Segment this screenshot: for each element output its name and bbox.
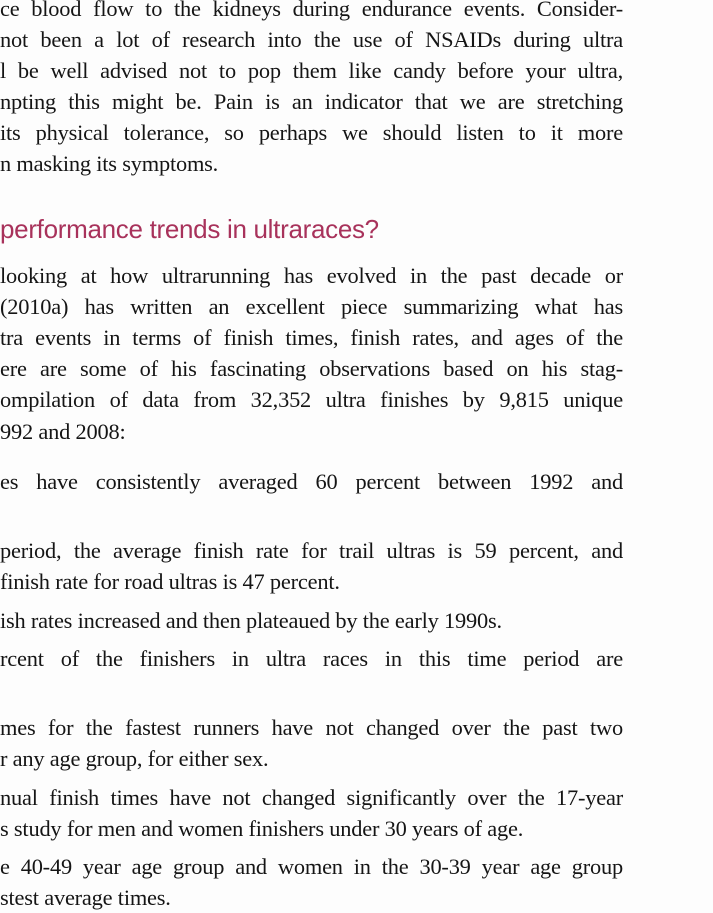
body-text-line: 992 and 2008: bbox=[0, 419, 126, 444]
body-text-line: not been a lot of research into the use of NSAIDs during ultra bbox=[0, 27, 623, 52]
list-item: nual finish times have not changed significantly over the 17-year bbox=[0, 785, 623, 810]
list-item: es have consistently averaged 60 percent between 1992 and bbox=[0, 469, 623, 494]
section-heading: performance trends in ultraraces? bbox=[0, 214, 379, 244]
list-item-continuation: s study for men and women finishers under 30 years of age. bbox=[0, 816, 524, 841]
body-text-line: npting this might be. Pain is an indicator that we are stretching bbox=[0, 89, 623, 114]
body-text-line: ere are some of his fascinating observations based on his stag- bbox=[0, 356, 623, 381]
list-item: rcent of the finishers in ultra races in this time period are bbox=[0, 646, 623, 671]
body-text-line: ompilation of data from 32,352 ultra finishes by 9,815 unique bbox=[0, 387, 623, 412]
list-item: ish rates increased and then plateaued by the early 1990s. bbox=[0, 608, 502, 633]
body-text-line: looking at how ultrarunning has evolved in the past decade or bbox=[0, 263, 623, 288]
body-text-line: n masking its symptoms. bbox=[0, 151, 219, 176]
list-item: mes for the fastest runners have not changed over the past two bbox=[0, 715, 623, 740]
body-text-line: ce blood flow to the kidneys during endurance events. Consider- bbox=[0, 0, 623, 21]
body-text-line: tra events in terms of finish times, finish rates, and ages of the bbox=[0, 325, 623, 350]
body-text-line: its physical tolerance, so perhaps we should listen to it more bbox=[0, 120, 623, 145]
list-item-continuation: stest average times. bbox=[0, 885, 171, 910]
body-text-line: l be well advised not to pop them like candy before your ultra, bbox=[0, 58, 623, 83]
body-text-line: (2010a) has written an excellent piece summarizing what has bbox=[0, 294, 623, 319]
list-item-continuation: finish rate for road ultras is 47 percent. bbox=[0, 569, 340, 594]
list-item-continuation: r any age group, for either sex. bbox=[0, 746, 269, 771]
list-item: period, the average finish rate for trail ultras is 59 percent, and bbox=[0, 538, 623, 563]
list-item: e 40-49 year age group and women in the 30-39 year age group bbox=[0, 854, 623, 879]
